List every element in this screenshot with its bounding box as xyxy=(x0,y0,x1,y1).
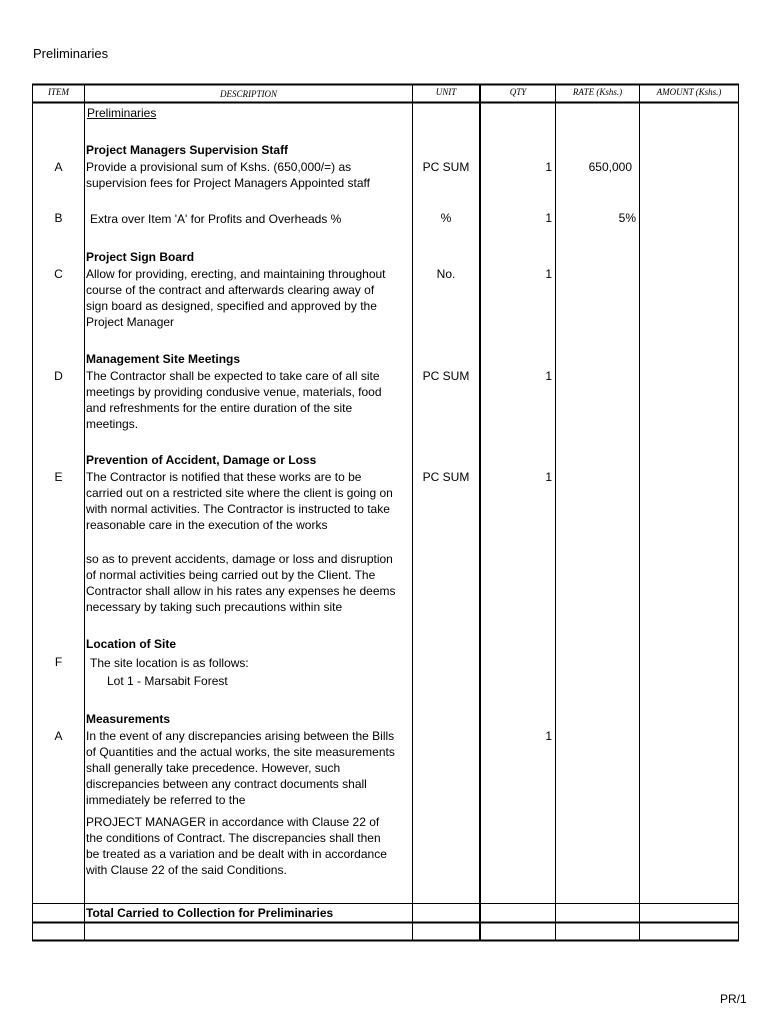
header-unit: UNIT xyxy=(435,87,457,97)
item-measurements-code: A xyxy=(54,729,63,743)
item-c-description: Allow for providing, erecting, and maintaining throughout course of the contract and afterwards clearing away of sign board as designed, specified and approved by the Project Manager xyxy=(86,267,386,329)
item-f-line2: Lot 1 - Marsabit Forest xyxy=(107,674,228,688)
item-f-heading: Location of Site xyxy=(86,637,176,651)
header-description: DESCRIPTION xyxy=(220,89,277,99)
item-c-heading: Project Sign Board xyxy=(86,250,195,264)
item-measurements-qty: 1 xyxy=(545,729,552,743)
item-e-code: E xyxy=(54,470,63,484)
page-number: PR/1 xyxy=(720,992,747,1006)
section-title: Preliminaries xyxy=(87,106,157,120)
header-amount: AMOUNT (Kshs.) xyxy=(656,87,722,97)
total-label: Total Carried to Collection for Preliminaries xyxy=(86,906,334,920)
item-e-description: The Contractor is notified that these works are to be carried out on a restricted site where the client is going on with normal activities. The Contractor is instructed to take reasonable care in the execution of the works xyxy=(86,470,393,532)
item-measurements-heading: Measurements xyxy=(86,712,171,726)
item-c-code: C xyxy=(54,267,63,281)
item-a-unit: PC SUM xyxy=(422,160,470,174)
item-c-unit: No. xyxy=(436,267,456,281)
item-e-unit: PC SUM xyxy=(422,470,470,484)
item-b-rate: 5% xyxy=(618,211,636,225)
header-rate: RATE (Kshs.) xyxy=(572,87,623,97)
item-f-line1: The site location is as follows: xyxy=(90,656,249,670)
item-measurements-description: In the event of any discrepancies arising between the Bills of Quantities and the actual works, the site measurements shall generally take precedence. However, such discrepancies between any contract documents shall immediately be referred to the xyxy=(86,729,395,807)
item-a-description: Provide a provisional sum of Kshs. (650,000/=) as supervision fees for Project Managers Appointed staff xyxy=(86,160,370,190)
item-d-qty: 1 xyxy=(545,369,552,383)
item-a-code: A xyxy=(54,160,63,174)
item-b-qty: 1 xyxy=(545,211,552,225)
item-d-heading: Management Site Meetings xyxy=(86,352,241,366)
item-measurements-description-continued: PROJECT MANAGER in accordance with Clause 22 of the conditions of Contract. The discrepancies shall then be treated as a variation and be dealt with in accordance with Clause 22 of the said Conditions. xyxy=(86,815,387,877)
item-d-unit: PC SUM xyxy=(422,369,470,383)
item-c-qty: 1 xyxy=(545,267,552,281)
item-e-description-continued: so as to prevent accidents, damage or loss and disruption of normal activities being carried out by the Client. The Contractor shall allow in his rates any expenses he deems necessary by taking such precautions within site xyxy=(86,552,396,614)
item-a-rate: 650,000 xyxy=(588,160,632,174)
page-title: Preliminaries xyxy=(33,46,109,61)
item-b-unit: % xyxy=(440,211,452,225)
item-d-description: The Contractor shall be expected to take care of all site meetings by providing condusive venue, materials, food and refreshments for the entire duration of the site meetings. xyxy=(86,369,382,431)
item-a-qty: 1 xyxy=(545,160,552,174)
item-b-code: B xyxy=(54,211,63,225)
header-qty: QTY xyxy=(509,87,527,97)
item-e-heading: Prevention of Accident, Damage or Loss xyxy=(86,453,317,467)
item-f-code: F xyxy=(54,655,63,669)
item-a-heading: Project Managers Supervision Staff xyxy=(86,143,289,157)
item-e-qty: 1 xyxy=(545,470,552,484)
header-item: ITEM xyxy=(48,87,69,97)
item-d-code: D xyxy=(54,369,63,383)
item-b-description: Extra over Item 'A' for Profits and Overheads % xyxy=(90,212,342,226)
